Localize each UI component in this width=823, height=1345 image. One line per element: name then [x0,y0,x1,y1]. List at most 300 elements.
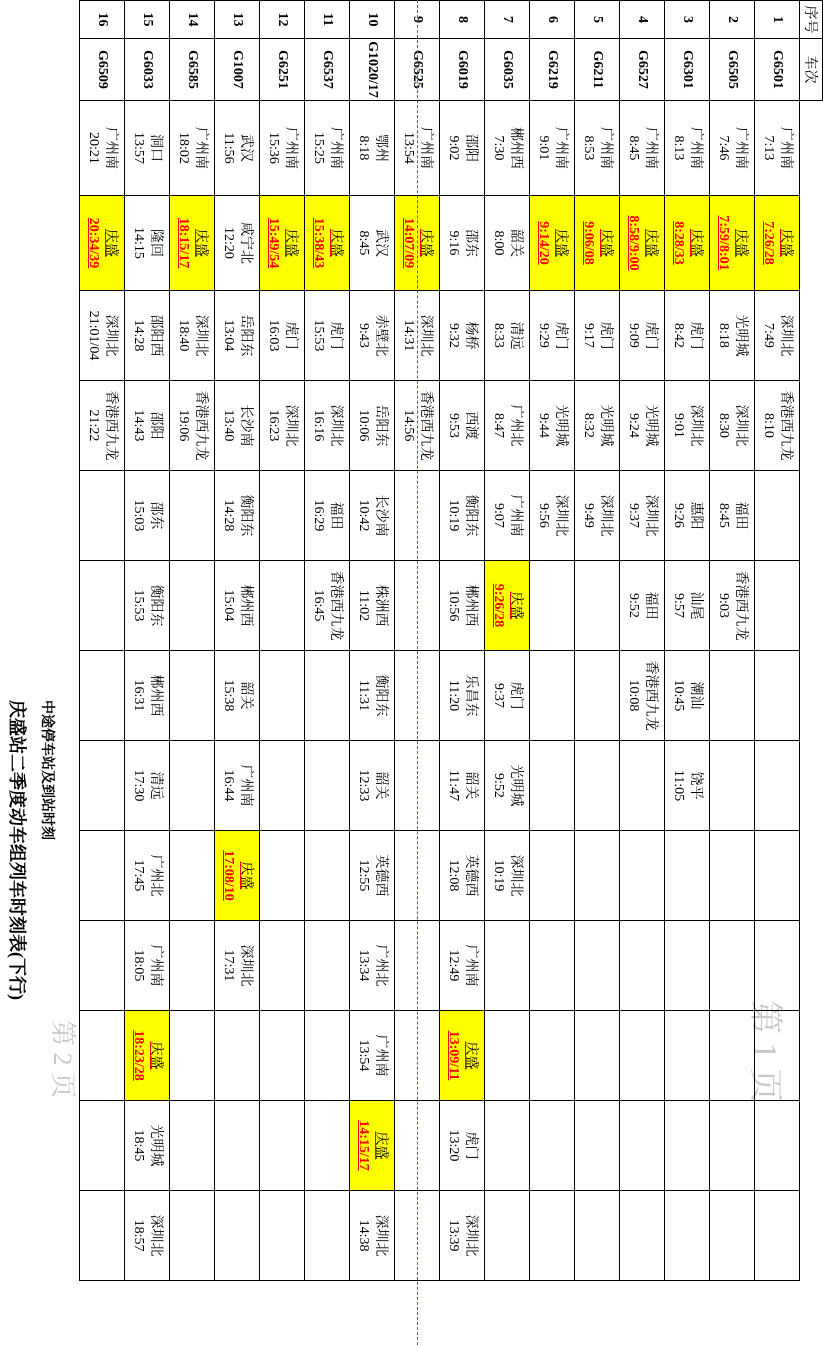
stop-cell [575,101,620,196]
train-number: G6033 [125,39,170,101]
empty-cell [80,831,125,921]
stop-station: 惠阳 [688,501,703,530]
stop-time: 13:04 [221,319,236,352]
empty-cell [170,1101,215,1191]
stop-time: 10:06 [356,409,371,442]
stop-cell [485,196,530,291]
table-row [710,1,755,1281]
stop-time: 11:05 [671,769,686,802]
stop-station: 深圳北 [778,314,793,357]
stop-time: 18:57 [131,1219,146,1252]
stop-cell [350,651,395,741]
stop-time: 11:31 [356,679,371,712]
stop-cell [710,381,755,471]
stop-time: 8:28/33 [671,221,686,265]
stop-time: 9:16 [446,230,461,256]
stop-cell [440,291,485,381]
stop-time: 9:02 [446,135,461,161]
stop-cell [755,291,800,381]
stop-time: 8:58/9:00 [626,215,641,271]
stop-station: 广州北 [148,854,163,897]
stop-station: 长沙南 [373,494,388,537]
empty-cell [305,1011,350,1101]
stop-station: 广州南 [418,127,433,169]
stop-station: 英德西 [463,854,478,897]
stop-station: 庆盛 [508,591,523,620]
stop-station: 长沙南 [238,404,253,447]
stop-time: 8:42 [671,323,686,348]
empty-cell [80,1191,125,1281]
stop-station: 邵阳西 [148,314,163,357]
stop-cell [215,921,260,1011]
table-row [755,1,800,1281]
stop-cell-qingsheng [710,196,755,291]
stop-time: 13:54 [401,132,416,164]
stop-cell-qingsheng [125,1011,170,1101]
empty-cell [620,831,665,921]
table-row [350,1,395,1281]
stop-station: 深圳北 [328,404,343,447]
stop-cell [215,196,260,291]
stop-station: 广州南 [598,127,613,169]
empty-cell [260,471,305,561]
empty-cell [260,561,305,651]
stop-time: 21:22 [86,409,101,442]
stop-time: 13:40 [221,409,236,442]
empty-cell [530,831,575,921]
empty-cell [530,651,575,741]
empty-cell [170,471,215,561]
stop-time: 11:47 [446,769,461,802]
stop-time: 9:14/20 [536,221,551,265]
stop-cell [755,381,800,471]
table-row [215,1,260,1281]
stop-time: 19:06 [176,409,191,442]
stop-time: 8:45 [626,135,641,161]
stop-station: 衡阳东 [373,674,388,717]
stop-station: 深圳北 [193,314,208,357]
stop-station: 衡阳东 [238,494,253,537]
empty-cell [620,741,665,831]
stop-time: 15:04 [221,589,236,622]
empty-cell [530,741,575,831]
stop-station: 虎门 [553,321,568,350]
stop-time: 13:34 [356,949,371,982]
stop-time: 20:34/39 [86,217,101,269]
stop-cell [125,921,170,1011]
empty-cell [530,1011,575,1101]
row-index: 5 [575,1,620,39]
stop-cell [260,381,305,471]
table-row [530,1,575,1281]
stop-time: 9:09 [626,323,641,348]
stop-cell-qingsheng [530,196,575,291]
train-number: G6219 [530,39,575,101]
stop-time: 17:31 [221,949,236,982]
stop-station: 潮汕 [688,681,703,710]
empty-cell [665,1011,710,1101]
empty-cell [575,741,620,831]
row-index: 4 [620,1,665,39]
stop-time: 14:28 [131,319,146,352]
empty-cell [215,1011,260,1101]
stop-station: 虎门 [508,681,523,710]
stop-time: 9:32 [446,323,461,348]
stop-time: 12:49 [446,949,461,982]
stop-cell [170,101,215,196]
stop-cell-qingsheng [575,196,620,291]
stop-cell [485,651,530,741]
stop-station: 邵阳 [148,411,163,440]
stop-time: 16:03 [266,319,281,352]
stop-time: 15:25 [311,132,326,164]
stop-station: 光明城 [733,314,748,357]
stop-time: 13:20 [446,1129,461,1162]
empty-cell [575,921,620,1011]
stop-station: 邵东 [148,501,163,530]
stop-station: 福田 [643,591,658,620]
empty-cell [80,921,125,1011]
empty-cell [710,1011,755,1101]
stop-cell [575,471,620,561]
empty-cell [485,1101,530,1191]
timetable-table [79,0,823,1281]
stop-time: 14:28 [221,499,236,532]
stop-time: 8:00 [491,230,506,256]
stop-time: 9:07 [491,503,506,528]
empty-cell [215,1191,260,1281]
row-index: 11 [305,1,350,39]
train-number: G1020/17 [350,39,395,101]
train-number: G6035 [485,39,530,101]
empty-cell [665,1101,710,1191]
page-title: 庆盛站二季度动车组列车时刻表(下行) [7,700,27,1000]
stop-station: 株洲西 [373,584,388,627]
stop-station: 深圳北 [148,1214,163,1257]
train-number: G6019 [440,39,485,101]
table-row [80,1,125,1281]
stop-station: 武汉 [238,134,253,162]
stop-cell [350,561,395,651]
stop-time: 18:05 [131,949,146,982]
stop-cell [215,471,260,561]
stop-station: 鄂州 [373,134,388,162]
train-number: G6537 [305,39,350,101]
empty-cell [80,741,125,831]
stop-cell [485,291,530,381]
stop-cell-qingsheng [440,1011,485,1101]
empty-cell [80,561,125,651]
stop-cell [485,101,530,196]
stop-cell [125,196,170,291]
empty-cell [575,561,620,651]
empty-cell [710,831,755,921]
stop-station: 韶关 [463,771,478,800]
stop-time: 8:13 [671,135,686,161]
stop-cell [440,561,485,651]
stop-cell [350,741,395,831]
empty-cell [260,1191,305,1281]
empty-cell [260,831,305,921]
stop-time: 16:31 [131,679,146,712]
stop-time: 9:01 [671,413,686,438]
stop-station: 庆盛 [463,1041,478,1070]
stop-cell [305,381,350,471]
stop-station: 邵阳 [463,134,478,162]
row-index: 10 [350,1,395,39]
stop-time: 8:18 [356,135,371,161]
stop-time: 12:20 [221,227,236,259]
stop-cell [620,561,665,651]
table-row [665,1,710,1281]
empty-cell [260,1101,305,1191]
stop-cell [440,381,485,471]
stop-station: 杨桥 [463,321,478,350]
row-index: 14 [170,1,215,39]
stop-time: 15:03 [131,499,146,532]
stop-time: 13:09/11 [446,1030,461,1081]
stop-time: 17:30 [131,769,146,802]
empty-cell [755,561,800,651]
stop-time: 10:42 [356,499,371,532]
empty-cell [575,1011,620,1101]
stop-cell-qingsheng [260,196,305,291]
stop-station: 郴州西 [508,127,523,169]
stop-station: 赤壁北 [373,314,388,357]
stop-cell [665,101,710,196]
stop-station: 郴州西 [238,584,253,627]
stop-time: 10:19 [446,499,461,532]
stop-station: 邵东 [463,229,478,257]
stop-cell [215,291,260,381]
stop-station: 韶关 [508,229,523,257]
empty-cell [755,471,800,561]
stop-time: 16:23 [266,409,281,442]
stop-cell [80,381,125,471]
stop-cell [485,831,530,921]
row-index: 9 [395,1,440,39]
stop-cell [305,101,350,196]
empty-cell [530,561,575,651]
stop-time: 9:06/08 [581,221,596,265]
row-index: 7 [485,1,530,39]
stop-time: 9:03 [716,593,731,618]
empty-cell [710,1191,755,1281]
stop-time: 10:56 [446,589,461,622]
stop-station: 庆盛 [553,229,568,257]
stop-station: 广州南 [463,944,478,987]
empty-cell [80,1011,125,1101]
stop-cell-qingsheng [170,196,215,291]
stop-cell [440,101,485,196]
stop-time: 8:45 [716,503,731,528]
stop-time: 14:15 [131,227,146,259]
stop-cell [440,471,485,561]
row-index: 1 [755,1,800,39]
row-index: 2 [710,1,755,39]
stop-cell [530,291,575,381]
stop-station: 香港西九龙 [193,390,208,461]
stop-time: 13:57 [131,132,146,164]
stop-cell-qingsheng [665,196,710,291]
empty-cell [305,1101,350,1191]
stop-time: 9:53 [446,413,461,438]
stop-cell [710,291,755,381]
empty-cell [260,1011,305,1101]
stop-cell [350,471,395,561]
stop-station: 深圳北 [238,944,253,987]
stop-cell [665,561,710,651]
page-watermark-2: 第 2 页 [48,1020,77,1099]
stop-cell-qingsheng [305,196,350,291]
stop-station: 虎门 [463,1131,478,1160]
table-row [170,1,215,1281]
stop-station: 广州南 [553,127,568,169]
stop-station: 衡阳东 [148,584,163,627]
stop-time: 10:08 [626,679,641,712]
stop-station: 岳阳东 [373,404,388,447]
stop-station: 虎门 [688,321,703,350]
stop-station: 广州北 [508,404,523,447]
empty-cell [620,1011,665,1101]
table-row [125,1,170,1281]
empty-cell [170,1011,215,1101]
empty-cell [575,831,620,921]
stop-cell [440,741,485,831]
row-index: 8 [440,1,485,39]
empty-cell [485,921,530,1011]
stop-station: 庆盛 [328,229,343,257]
stop-station: 光明城 [148,1124,163,1167]
empty-cell [710,651,755,741]
row-index: 16 [80,1,125,39]
page-break-line [417,0,418,1345]
stop-cell [440,1101,485,1191]
stop-cell [125,471,170,561]
stop-time: 18:02 [176,132,191,164]
empty-cell [305,1191,350,1281]
row-index: 15 [125,1,170,39]
stop-time: 18:40 [176,319,191,352]
stop-station: 深圳北 [643,494,658,537]
stop-time: 15:53 [131,589,146,622]
stop-station: 武汉 [373,229,388,257]
table-row [440,1,485,1281]
stop-station: 香港西九龙 [643,660,658,731]
stop-station: 广州南 [643,127,658,169]
stop-time: 15:36 [266,132,281,164]
table-row [575,1,620,1281]
stop-cell [125,101,170,196]
row-index: 12 [260,1,305,39]
stop-cell [485,471,530,561]
stop-station: 庆盛 [148,1041,163,1070]
stop-station: 深圳北 [688,404,703,447]
stop-station: 庆盛 [418,229,433,257]
stop-time: 9:52 [626,593,641,618]
stop-cell-qingsheng [620,196,665,291]
train-number: G6505 [710,39,755,101]
empty-cell [170,651,215,741]
stop-station: 光明城 [643,404,658,447]
stop-time: 8:32 [581,413,596,438]
empty-cell [575,1191,620,1281]
stop-time: 7:49 [761,323,776,348]
empty-cell [80,651,125,741]
stop-station: 虎门 [283,321,298,350]
stop-time: 14:38 [356,1219,371,1252]
empty-cell [305,741,350,831]
stop-time: 11:02 [356,589,371,622]
stop-time: 7:13 [761,135,776,161]
stop-cell [755,101,800,196]
empty-cell [260,741,305,831]
stop-station: 郴州西 [463,584,478,627]
stop-station: 香港西九龙 [778,390,793,461]
stop-station: 广州南 [508,494,523,537]
stop-time: 8:10 [761,413,776,438]
stop-station: 广州南 [193,127,208,169]
stop-cell [350,1011,395,1101]
train-number: G6509 [80,39,125,101]
stop-time: 7:46 [716,135,731,161]
stop-station: 清远 [508,321,523,350]
empty-cell [755,651,800,741]
stop-cell [350,196,395,291]
stop-cell [215,561,260,651]
stop-cell [440,1191,485,1281]
stop-time: 17:08/10 [221,850,236,901]
stop-time: 9:56 [536,503,551,528]
stop-time: 14:31 [401,319,416,352]
empty-cell [575,1101,620,1191]
empty-cell [755,741,800,831]
stop-station: 庆盛 [283,229,298,257]
table-row [620,1,665,1281]
empty-cell [755,921,800,1011]
stop-station: 庆盛 [778,229,793,257]
stop-station: 庆盛 [643,229,658,257]
stop-cell [710,561,755,651]
stop-cell [440,921,485,1011]
stop-cell [215,651,260,741]
stop-station: 福田 [328,501,343,530]
table-row [485,1,530,1281]
row-index: 13 [215,1,260,39]
stop-station: 光明城 [598,404,613,447]
stop-time: 13:54 [356,1039,371,1072]
stop-cell [125,831,170,921]
stop-station: 汕尾 [688,591,703,620]
stop-time: 12:08 [446,859,461,892]
empty-cell [530,921,575,1011]
empty-cell [80,1101,125,1191]
stop-time: 9:37 [491,683,506,708]
stop-station: 饶平 [688,771,703,800]
stop-time: 14:56 [401,409,416,442]
stop-cell [125,291,170,381]
stop-time: 8:33 [491,323,506,348]
stop-time: 16:44 [221,769,236,802]
stop-station: 庆盛 [238,861,253,890]
stop-time: 9:26/28 [491,583,506,628]
header-train: 车次 [800,39,823,101]
stop-time: 21:01/04 [86,310,101,361]
stop-station: 隆回 [148,229,163,257]
empty-cell [170,831,215,921]
empty-cell [755,831,800,921]
train-number: G6251 [260,39,305,101]
